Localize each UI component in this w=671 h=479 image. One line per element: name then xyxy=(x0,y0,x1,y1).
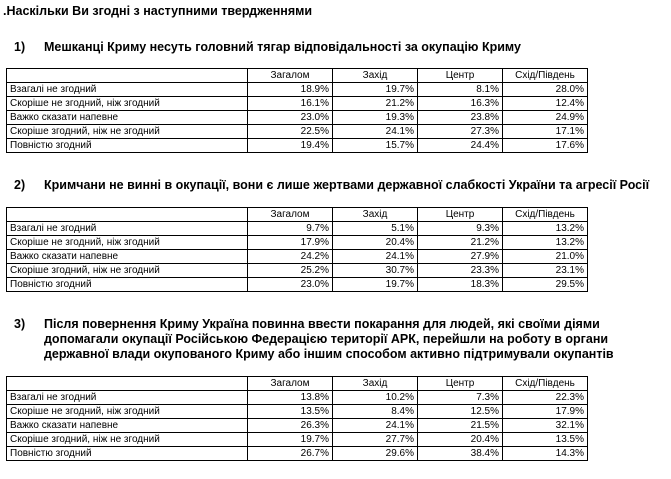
value-cell: 23.8% xyxy=(418,111,503,125)
table-row xyxy=(7,222,588,236)
header-center: Центр xyxy=(418,208,503,222)
table-row xyxy=(7,139,588,153)
value-cell: 20.4% xyxy=(418,433,503,447)
value-cell: 24.4% xyxy=(418,139,503,153)
value-cell: 19.7% xyxy=(333,83,418,97)
page-heading: .Наскільки Ви згодні з наступними твердженнями xyxy=(3,4,313,18)
value-cell: 16.1% xyxy=(248,97,333,111)
row-label: Скоріше згодний, ніж не згодний xyxy=(7,264,248,278)
value-cell: 32.1% xyxy=(503,419,588,433)
row-label: Повністю згодний xyxy=(7,447,248,461)
row-label: Взагалі не згодний xyxy=(7,391,248,405)
value-cell: 30.7% xyxy=(333,264,418,278)
value-cell: 27.3% xyxy=(418,125,503,139)
value-cell: 27.7% xyxy=(333,433,418,447)
question-3-table xyxy=(6,376,588,461)
header-east-south: Схід/Південь xyxy=(503,208,588,222)
value-cell: 28.0% xyxy=(503,83,588,97)
value-cell: 17.1% xyxy=(503,125,588,139)
value-cell: 17.9% xyxy=(248,236,333,250)
value-cell: 25.2% xyxy=(248,264,333,278)
header-empty-cell xyxy=(7,208,248,222)
row-label: Скоріше не згодний, ніж згодний xyxy=(7,236,248,250)
header-east-south: Схід/Південь xyxy=(503,69,588,83)
table-row xyxy=(7,125,588,139)
value-cell: 24.1% xyxy=(333,125,418,139)
value-cell: 7.3% xyxy=(418,391,503,405)
table-row xyxy=(7,278,588,292)
table-header-row xyxy=(7,69,588,83)
value-cell: 19.4% xyxy=(248,139,333,153)
value-cell: 12.4% xyxy=(503,97,588,111)
table-row xyxy=(7,433,588,447)
value-cell: 23.0% xyxy=(248,111,333,125)
value-cell: 21.0% xyxy=(503,250,588,264)
value-cell: 5.1% xyxy=(333,222,418,236)
header-center: Центр xyxy=(418,69,503,83)
row-label: Взагалі не згодний xyxy=(7,83,248,97)
table-header-row xyxy=(7,377,588,391)
table-header-row xyxy=(7,208,588,222)
value-cell: 18.9% xyxy=(248,83,333,97)
value-cell: 38.4% xyxy=(418,447,503,461)
value-cell: 22.5% xyxy=(248,125,333,139)
value-cell: 26.7% xyxy=(248,447,333,461)
question-number: 3) xyxy=(14,317,26,331)
header-west: Захід xyxy=(333,377,418,391)
value-cell: 21.5% xyxy=(418,419,503,433)
value-cell: 24.2% xyxy=(248,250,333,264)
table-row xyxy=(7,83,588,97)
header-west: Захід xyxy=(333,69,418,83)
table-row xyxy=(7,97,588,111)
value-cell: 27.9% xyxy=(418,250,503,264)
value-cell: 26.3% xyxy=(248,419,333,433)
value-cell: 23.0% xyxy=(248,278,333,292)
value-cell: 10.2% xyxy=(333,391,418,405)
question-1-title xyxy=(14,40,654,55)
value-cell: 9.7% xyxy=(248,222,333,236)
question-number: 1) xyxy=(14,40,26,54)
value-cell: 21.2% xyxy=(333,97,418,111)
row-label: Важко сказати напевне xyxy=(7,250,248,264)
header-total: Загалом xyxy=(248,208,333,222)
table-row xyxy=(7,419,588,433)
row-label: Скоріше згодний, ніж не згодний xyxy=(7,125,248,139)
table-row xyxy=(7,264,588,278)
row-label: Скоріше згодний, ніж не згодний xyxy=(7,433,248,447)
row-label: Важко сказати напевне xyxy=(7,111,248,125)
header-empty-cell xyxy=(7,69,248,83)
value-cell: 16.3% xyxy=(418,97,503,111)
value-cell: 24.1% xyxy=(333,250,418,264)
table-row xyxy=(7,250,588,264)
header-east-south: Схід/Південь xyxy=(503,377,588,391)
question-text: Кримчани не винні в окупації, вони є лише жертвами державної слабкості України та агресії Росії xyxy=(44,178,650,192)
value-cell: 13.8% xyxy=(248,391,333,405)
value-cell: 8.1% xyxy=(418,83,503,97)
value-cell: 14.3% xyxy=(503,447,588,461)
value-cell: 15.7% xyxy=(333,139,418,153)
value-cell: 19.7% xyxy=(248,433,333,447)
question-3-title xyxy=(14,317,654,362)
value-cell: 20.4% xyxy=(333,236,418,250)
value-cell: 13.2% xyxy=(503,222,588,236)
value-cell: 23.3% xyxy=(418,264,503,278)
value-cell: 22.3% xyxy=(503,391,588,405)
row-label: Скоріше не згодний, ніж згодний xyxy=(7,97,248,111)
table-row xyxy=(7,236,588,250)
table-row xyxy=(7,391,588,405)
value-cell: 19.7% xyxy=(333,278,418,292)
row-label: Взагалі не згодний xyxy=(7,222,248,236)
header-total: Загалом xyxy=(248,377,333,391)
value-cell: 9.3% xyxy=(418,222,503,236)
value-cell: 23.1% xyxy=(503,264,588,278)
value-cell: 24.9% xyxy=(503,111,588,125)
row-label: Повністю згодний xyxy=(7,139,248,153)
value-cell: 17.9% xyxy=(503,405,588,419)
question-2-table xyxy=(6,207,588,292)
value-cell: 19.3% xyxy=(333,111,418,125)
value-cell: 29.6% xyxy=(333,447,418,461)
row-label: Скоріше не згодний, ніж згодний xyxy=(7,405,248,419)
question-1-table xyxy=(6,68,588,153)
value-cell: 13.5% xyxy=(248,405,333,419)
value-cell: 8.4% xyxy=(333,405,418,419)
row-label: Повністю згодний xyxy=(7,278,248,292)
value-cell: 13.2% xyxy=(503,236,588,250)
header-empty-cell xyxy=(7,377,248,391)
table-row xyxy=(7,405,588,419)
table-row xyxy=(7,447,588,461)
value-cell: 29.5% xyxy=(503,278,588,292)
header-center: Центр xyxy=(418,377,503,391)
value-cell: 17.6% xyxy=(503,139,588,153)
question-2-title xyxy=(14,178,654,193)
value-cell: 18.3% xyxy=(418,278,503,292)
value-cell: 24.1% xyxy=(333,419,418,433)
question-text: Після повернення Криму Україна повинна ввести покарання для людей, які своїми діями допомагали окупації Російською Федерацією території АРК, перейшли на роботу в органи державної влади окупованого Криму або іншим способом активно підтримували окупантів xyxy=(44,317,614,361)
value-cell: 21.2% xyxy=(418,236,503,250)
question-text: Мешканці Криму несуть головний тягар відповідальності за окупацію Криму xyxy=(44,40,521,54)
value-cell: 13.5% xyxy=(503,433,588,447)
header-total: Загалом xyxy=(248,69,333,83)
row-label: Важко сказати напевне xyxy=(7,419,248,433)
question-number: 2) xyxy=(14,178,26,192)
header-west: Захід xyxy=(333,208,418,222)
table-row xyxy=(7,111,588,125)
value-cell: 12.5% xyxy=(418,405,503,419)
